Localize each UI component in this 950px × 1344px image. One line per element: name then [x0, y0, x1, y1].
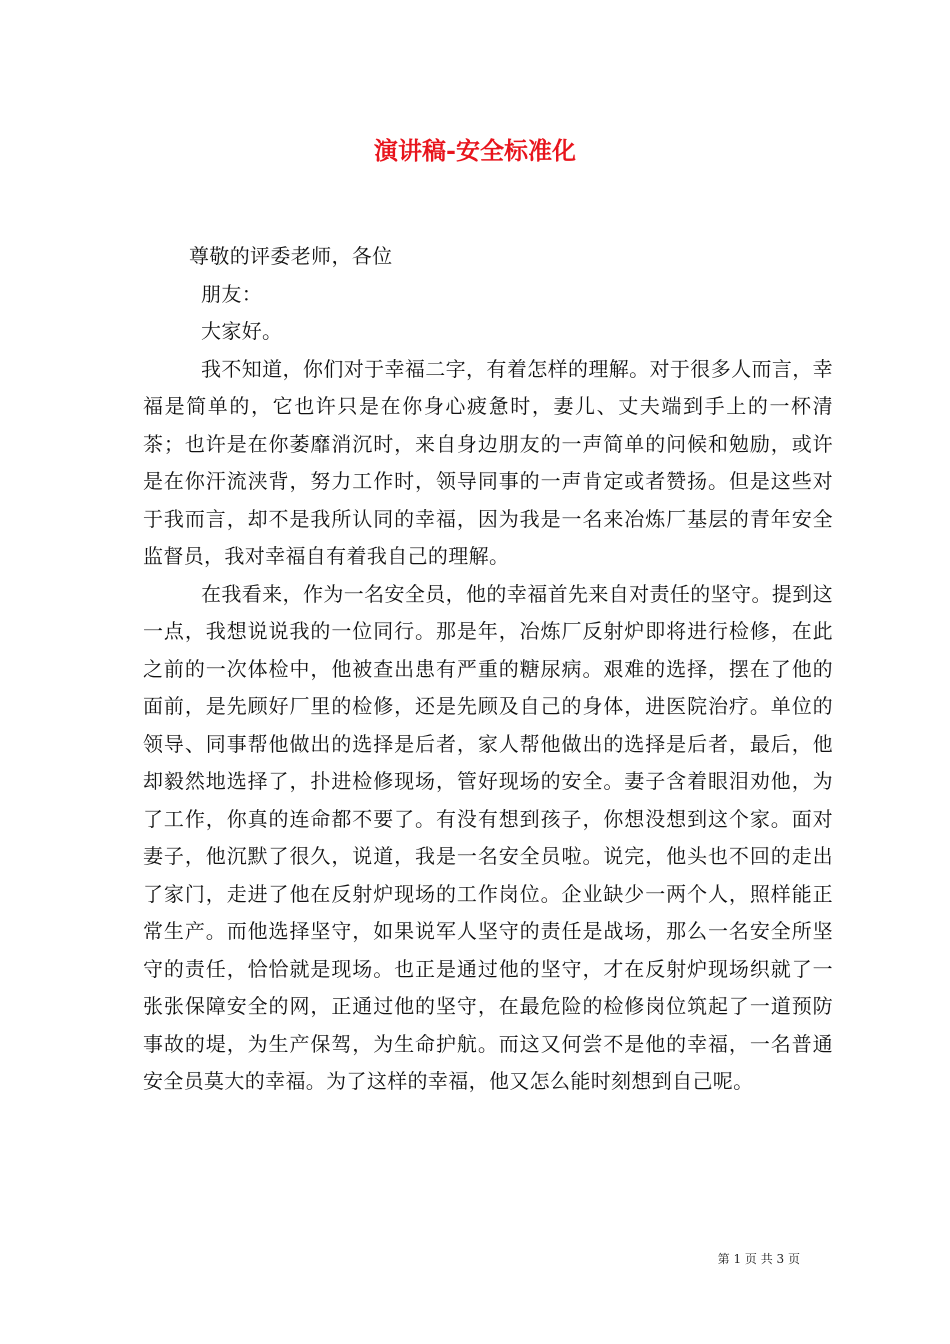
- document-body: [143, 238, 833, 1101]
- body-paragraph: 在我看来，作为一名安全员，他的幸福首先来自对责任的坚守。提到这一点，我想说说我的一位同行。那是年，冶炼厂反射炉即将进行检修，在此之前的一次体检中，他被查出患有严重的糖尿病。艰难的选择，摆在了他的面前，是先顾好厂里的检修，还是先顾及自己的身体，进医院治疗。单位的领导、同事帮他做出的选择是后者，家人帮他做出的选择是后者，最后，他却毅然地选择了，扑进检修现场，管好现场的安全。妻子含着眼泪劝他，为了工作，你真的连命都不要了。有没有想到孩子，你想没想到这个家。面对妻子，他沉默了很久，说道，我是一名安全员啦。说完，他头也不回的走出了家门，走进了他在反射炉现场的工作岗位。企业缺少一两个人，照样能正常生产。而他选择坚守，如果说军人坚守的责任是战场，那么一名安全所坚守的责任，恰恰就是现场。也正是通过他的坚守，才在反射炉现场织就了一张张保障安全的网，正通过他的坚守，在最危险的检修岗位筑起了一道预防事故的堤，为生产保驾，为生命护航。而这又何尝不是他的幸福，一名普通安全员莫大的幸福。为了这样的幸福，他又怎么能时刻想到自己呢。: [143, 581, 833, 1093]
- document-title: 演讲稿-安全标准化: [374, 136, 576, 165]
- body-paragraph: 我不知道，你们对于幸福二字，有着怎样的理解。对于很多人而言，幸福是简单的，它也许只是在你身心疲惫时，妻儿、丈夫端到手上的一杯清茶；也许是在你萎靡消沉时，来自身边朋友的一声简单的问候和勉励，或许是在你汗流浃背，努力工作时，领导同事的一声肯定或者赞扬。但是这些对于我而言，却不是我所认同的幸福，因为我是一名来冶炼厂基层的青年安全监督员，我对幸福自有着我自己的理解。: [143, 356, 833, 568]
- greeting-line: 朋友：: [201, 281, 263, 306]
- greeting-line: 大家好。: [201, 319, 283, 343]
- page-number: 第 1 页 共 3 页: [717, 1252, 800, 1266]
- greeting-line: 尊敬的评委老师，各位: [189, 244, 393, 268]
